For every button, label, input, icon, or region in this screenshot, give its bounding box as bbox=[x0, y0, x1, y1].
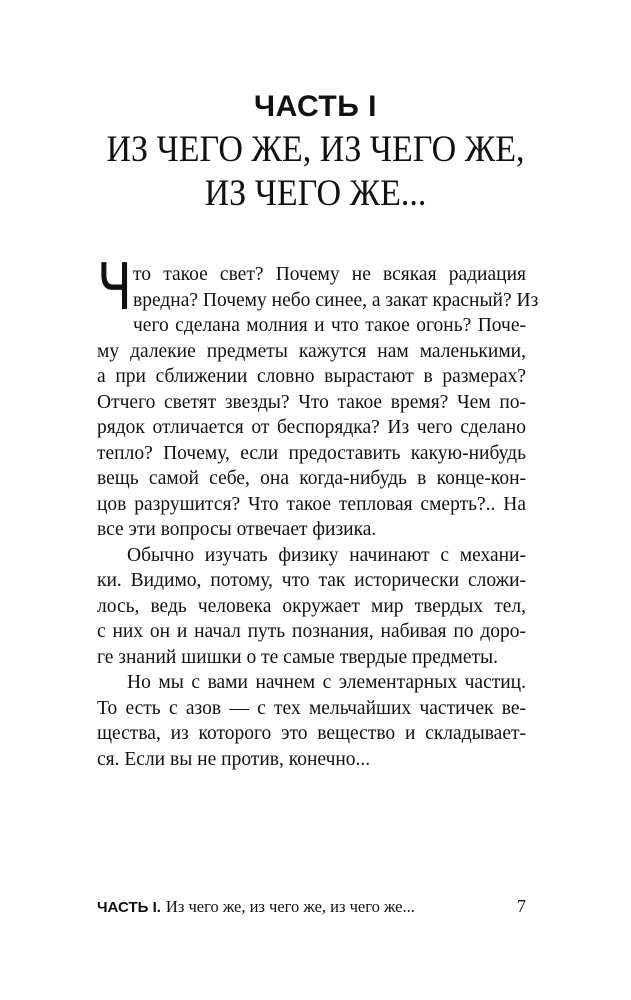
chapter-title-line-1: ИЗ ЧЕГО ЖЕ, ИЗ ЧЕГО ЖЕ, bbox=[106, 129, 525, 170]
text-line: а при сближении словно вырастают в размерах? bbox=[97, 366, 526, 387]
text-line: щества, из которого это вещество и складывает- bbox=[97, 723, 526, 744]
paragraph-2 bbox=[97, 543, 526, 671]
text-line: му далекие предметы кажутся нам маленькими, bbox=[97, 340, 526, 362]
text-line: вещь самой себе, она когда-нибудь в конце-кон- bbox=[97, 468, 526, 489]
text-line: цов разрушится? Что такое тепловая смерть?.. На bbox=[97, 493, 526, 515]
text-line: чего сделана молния и что такое огонь? Поче- bbox=[133, 315, 526, 336]
page-number: 7 bbox=[517, 896, 526, 916]
text-line: ся. Если вы не против, конечно... bbox=[97, 748, 371, 770]
text-line: все эти вопросы отвечает физика. bbox=[97, 519, 377, 540]
text-line: Но мы с вами начнем с элементарных частиц. bbox=[127, 672, 526, 693]
footer-part-label: ЧАСТЬ I. bbox=[97, 899, 161, 916]
chapter-title bbox=[25, 128, 606, 216]
text-line: то такое свет? Почему не всякая радиация bbox=[133, 264, 526, 285]
text-line: с них он и начал путь познания, набивая по доро- bbox=[97, 621, 526, 642]
text-line: лось, ведь человека окружает мир твердых тел, bbox=[97, 595, 526, 617]
drop-cap: Ч bbox=[97, 251, 133, 325]
footer-running-title: Из чего же, из чего же, из чего же... bbox=[165, 897, 415, 916]
part-heading: ЧАСТЬ I bbox=[254, 90, 377, 123]
running-footer bbox=[97, 896, 526, 917]
paragraph-1 bbox=[97, 251, 539, 543]
text-line: ки. Видимо, потому, что так исторически сложи- bbox=[97, 570, 526, 591]
text-line: тепло? Почему, если предоставить какую-нибудь bbox=[97, 442, 526, 464]
text-line: вредна? Почему небо синее, а закат красный? Из bbox=[133, 289, 539, 311]
paragraph-3 bbox=[97, 670, 526, 772]
text-line: Отчего светят звезды? Что такое время? Чем по- bbox=[97, 391, 526, 413]
body-text bbox=[97, 251, 539, 772]
text-line: Обычно изучать физику начинают с механи- bbox=[127, 544, 526, 566]
text-line: рядок отличается от беспорядка? Из чего сделано bbox=[97, 417, 526, 438]
text-line: То есть с азов — с тех мельчайших частичек ве- bbox=[97, 697, 526, 719]
text-line: ге знаний шишки о те самые твердые предметы. bbox=[97, 646, 499, 668]
chapter-title-line-2: ИЗ ЧЕГО ЖЕ... bbox=[204, 173, 427, 214]
